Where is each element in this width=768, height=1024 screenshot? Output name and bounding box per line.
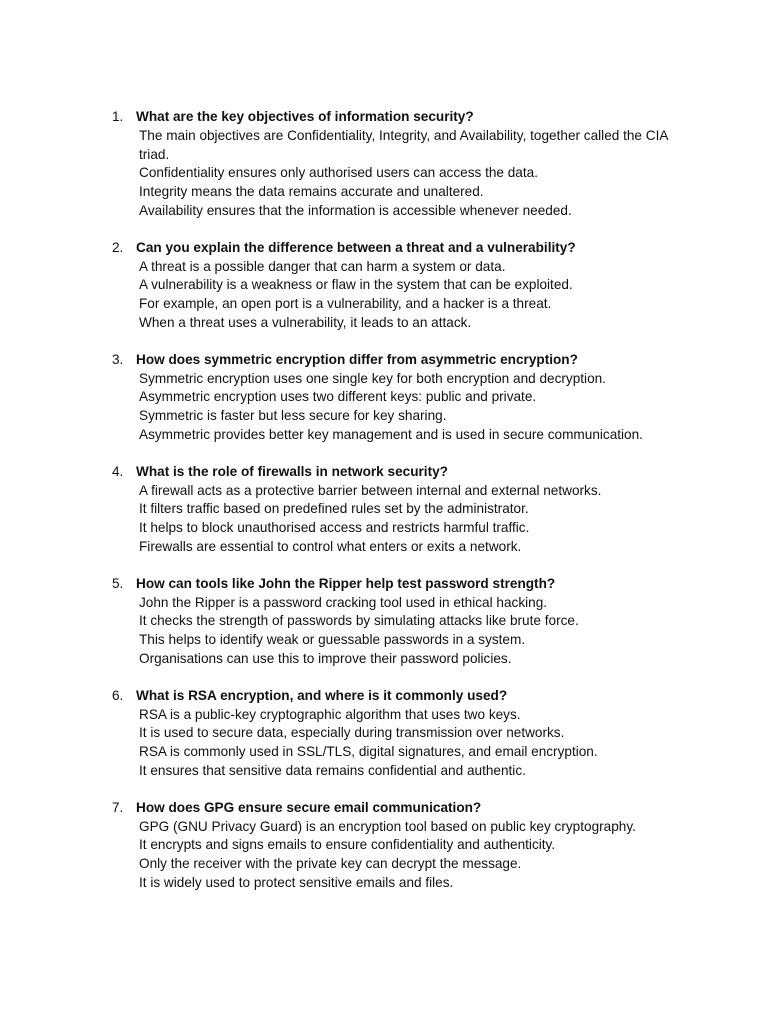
item-number: 3. (112, 351, 124, 367)
answer-line: A firewall acts as a protective barrier between internal and external networks. (139, 482, 602, 498)
answer-line: Firewalls are essential to control what enters or exits a network. (139, 538, 522, 554)
answer-line: RSA is commonly used in SSL/TLS, digital signatures, and email encryption. (139, 744, 598, 760)
item-number: 6. (112, 687, 124, 703)
answer-line: Confidentiality ensures only authorised users can access the data. (139, 165, 538, 181)
qa-item-7 (0, 799, 768, 893)
answer-line: This helps to identify weak or guessable passwords in a system. (139, 632, 526, 648)
answer-text (136, 594, 688, 669)
question-text: How does symmetric encryption differ from asymmetric encryption? (136, 351, 578, 367)
answer-line: Asymmetric provides better key management and is used in secure communication. (139, 426, 643, 442)
answer-line: It encrypts and signs emails to ensure confidentiality and authenticity. (139, 837, 556, 853)
answer-line: A vulnerability is a weakness or flaw in the system that can be exploited. (139, 277, 573, 293)
item-number: 2. (112, 239, 124, 255)
answer-line: A threat is a possible danger that can harm a system or data. (139, 258, 506, 274)
answer-line: Organisations can use this to improve their password policies. (139, 650, 512, 666)
answer-text (136, 370, 688, 445)
answer-line: It is widely used to protect sensitive emails and files. (139, 874, 454, 890)
answer-line: It checks the strength of passwords by simulating attacks like brute force. (139, 613, 579, 629)
question-text: What is the role of firewalls in network security? (136, 463, 448, 479)
question-list (0, 108, 768, 893)
answer-text (136, 258, 688, 333)
answer-line: It helps to block unauthorised access and restricts harmful traffic. (139, 520, 530, 536)
answer-text (136, 706, 688, 781)
answer-text (136, 818, 688, 893)
item-number: 5. (112, 575, 124, 591)
answer-line: GPG (GNU Privacy Guard) is an encryption tool based on public key cryptography. (139, 818, 636, 834)
answer-line: It is used to secure data, especially during transmission over networks. (139, 725, 565, 741)
qa-item-6 (0, 687, 768, 781)
qa-item-2 (0, 239, 768, 333)
question-text: Can you explain the difference between a threat and a vulnerability? (136, 239, 576, 255)
answer-line: Asymmetric encryption uses two different keys: public and private. (139, 389, 537, 405)
qa-item-1 (0, 108, 768, 221)
answer-line: Integrity means the data remains accurate and unaltered. (139, 184, 484, 200)
item-number: 4. (112, 463, 124, 479)
qa-item-3 (0, 351, 768, 445)
answer-text (136, 482, 688, 557)
answer-line: For example, an open port is a vulnerability, and a hacker is a threat. (139, 296, 552, 312)
answer-line: The main objectives are Confidentiality, Integrity, and Availability, together called the CIA triad. (139, 127, 668, 162)
item-number: 1. (112, 109, 124, 124)
answer-line: Symmetric encryption uses one single key for both encryption and decryption. (139, 370, 606, 386)
answer-line: Symmetric is faster but less secure for key sharing. (139, 408, 447, 424)
answer-line: When a threat uses a vulnerability, it leads to an attack. (139, 314, 472, 330)
qa-item-4 (0, 463, 768, 557)
item-number: 7. (112, 799, 124, 815)
answer-line: It filters traffic based on predefined rules set by the administrator. (139, 501, 529, 517)
answer-line: Availability ensures that the information is accessible whenever needed. (139, 202, 572, 218)
answer-text (136, 127, 688, 221)
question-text: How does GPG ensure secure email communication? (136, 799, 482, 815)
answer-line: It ensures that sensitive data remains confidential and authentic. (139, 762, 526, 778)
answer-line: John the Ripper is a password cracking tool used in ethical hacking. (139, 594, 548, 610)
question-text: What are the key objectives of information security? (136, 109, 474, 124)
answer-line: Only the receiver with the private key can decrypt the message. (139, 856, 522, 872)
qa-item-5 (0, 575, 768, 669)
answer-line: RSA is a public-key cryptographic algorithm that uses two keys. (139, 706, 521, 722)
question-text: What is RSA encryption, and where is it commonly used? (136, 687, 508, 703)
question-text: How can tools like John the Ripper help test password strength? (136, 575, 556, 591)
